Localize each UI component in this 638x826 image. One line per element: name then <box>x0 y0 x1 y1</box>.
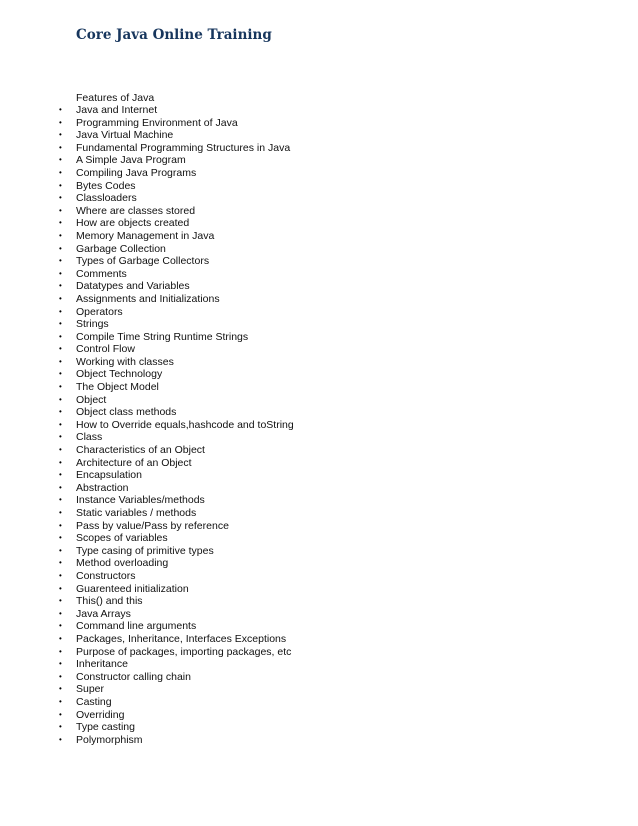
list-item-label: Casting <box>76 695 112 708</box>
bullet-icon: • <box>59 105 62 114</box>
bullet-icon: • <box>59 558 62 568</box>
list-item-label: Java Virtual Machine <box>76 129 174 142</box>
bullet-icon: • <box>59 608 62 618</box>
bullet-icon: • <box>59 722 62 732</box>
list-item-label: Constructor calling chain <box>76 670 191 683</box>
list-item-label: Memory Management in Java <box>76 229 215 242</box>
list-item-label: Compiling Java Programs <box>76 166 197 179</box>
list-item-label: Working with classes <box>76 355 174 368</box>
bullet-icon: • <box>59 495 62 505</box>
list-item-label: How to Override equals,hashcode and toString <box>76 418 294 431</box>
bullet-icon: • <box>59 205 62 215</box>
bullet-icon: • <box>59 407 62 417</box>
bullet-icon: • <box>59 230 62 240</box>
section-heading: Features of Java <box>76 92 155 104</box>
bullet-icon: • <box>59 457 62 467</box>
list-item-label: A Simple Java Program <box>76 154 186 167</box>
list-item-label: Programming Environment of Java <box>76 116 238 129</box>
bullet-icon: • <box>59 155 62 165</box>
bullet-icon: • <box>59 356 62 366</box>
list-item-label: Command line arguments <box>76 620 197 633</box>
bullet-icon: • <box>59 545 62 555</box>
bullet-icon: • <box>59 684 62 694</box>
list-item-label: Characteristics of an Object <box>76 444 205 457</box>
bullet-icon: • <box>59 671 62 681</box>
list-item-label: Static variables / methods <box>76 507 197 519</box>
list-item-label: Scopes of variables <box>76 532 168 545</box>
bullet-icon: • <box>59 243 62 253</box>
list-item-label: Purpose of packages, importing packages, etc <box>76 645 292 658</box>
bullet-icon: • <box>59 734 62 744</box>
bullet-icon: • <box>59 533 62 543</box>
bullet-icon: • <box>59 445 62 455</box>
list-item-label: This() and this <box>76 595 143 608</box>
list-item-label: Type casing of primitive types <box>76 544 214 557</box>
bullet-icon: • <box>59 508 62 517</box>
list-item-label: Datatypes and Variables <box>76 280 190 293</box>
bullet-icon: • <box>59 256 62 266</box>
list-item-label: Polymorphism <box>76 733 143 746</box>
bullet-icon: • <box>59 394 62 404</box>
list-item-label: Architecture of an Object <box>76 456 192 469</box>
list-item-label: Garbage Collection <box>76 242 166 255</box>
list-item-label: Guarenteed initialization <box>76 582 189 595</box>
bullet-icon: • <box>59 369 62 379</box>
list-item-label: The Object Model <box>76 381 159 394</box>
bullet-icon: • <box>59 583 62 593</box>
list-item-label: Bytes Codes <box>76 179 136 192</box>
bullet-icon: • <box>59 281 62 291</box>
list-item-label: Object <box>76 393 107 406</box>
list-item-label: Packages, Inheritance, Interfaces Exceptions <box>76 632 287 645</box>
list-item-label: Super <box>76 683 105 696</box>
list-item-label: Compile Time String Runtime Strings <box>76 330 249 343</box>
bullet-icon: • <box>59 344 62 354</box>
list-item-label: Object class methods <box>76 406 177 419</box>
bullet-icon: • <box>59 621 62 631</box>
list-item-label: Constructors <box>76 569 136 582</box>
list-item-label: Abstraction <box>76 481 129 494</box>
list-item-label: Operators <box>76 305 123 318</box>
bullet-icon: • <box>59 180 62 190</box>
bullet-icon: • <box>59 382 62 392</box>
list-item-label: How are objects created <box>76 217 190 230</box>
list-item-label: Control Flow <box>76 343 135 356</box>
bullet-icon: • <box>59 117 62 127</box>
list-item-label: Inheritance <box>76 658 128 671</box>
list-item-label: Classloaders <box>76 192 137 205</box>
bullet-icon: • <box>59 419 62 429</box>
bullet-icon: • <box>59 193 62 203</box>
list-item-label: Comments <box>76 267 127 280</box>
bullet-icon: • <box>59 331 62 341</box>
bullet-icon: • <box>59 596 62 606</box>
list-item-label: Java and Internet <box>76 104 158 116</box>
list-item-label: Java Arrays <box>76 607 131 620</box>
bullet-icon: • <box>59 633 62 643</box>
bullet-icon: • <box>59 268 62 278</box>
bullet-icon: • <box>59 167 62 177</box>
bullet-icon: • <box>59 470 62 480</box>
list-item-label: Encapsulation <box>76 469 142 482</box>
list-item-label: Instance Variables/methods <box>76 494 205 507</box>
bullet-icon: • <box>59 709 62 719</box>
bullet-icon: • <box>59 142 62 152</box>
list-item-label: Types of Garbage Collectors <box>76 255 210 268</box>
list-item-label: Where are classes stored <box>76 204 196 217</box>
list-item-label: Pass by value/Pass by reference <box>76 519 229 532</box>
bullet-icon: • <box>59 293 62 303</box>
bullet-icon: • <box>59 306 62 316</box>
list-item-label: Overriding <box>76 708 125 721</box>
list-item-label: Strings <box>76 318 109 331</box>
bullet-icon: • <box>59 218 62 228</box>
bullet-icon: • <box>59 646 62 656</box>
bullet-icon: • <box>59 130 62 140</box>
list-item-label: Fundamental Programming Structures in Java <box>76 141 291 154</box>
bullet-icon: • <box>59 520 62 530</box>
list-item-label: Assignments and Initializations <box>76 292 220 305</box>
document-title: Core Java Online Training <box>76 27 272 43</box>
bullet-icon: • <box>59 659 62 669</box>
bullet-icon: • <box>59 319 62 329</box>
bullet-icon: • <box>59 432 62 442</box>
bullet-icon: • <box>59 482 62 492</box>
bullet-icon: • <box>59 570 62 580</box>
list-item-label: Object Technology <box>76 368 163 381</box>
list-item-label: Method overloading <box>76 557 169 570</box>
bullet-icon: • <box>59 696 62 706</box>
list-item-label: Type casting <box>76 721 135 734</box>
list-item-label: Class <box>76 431 103 444</box>
